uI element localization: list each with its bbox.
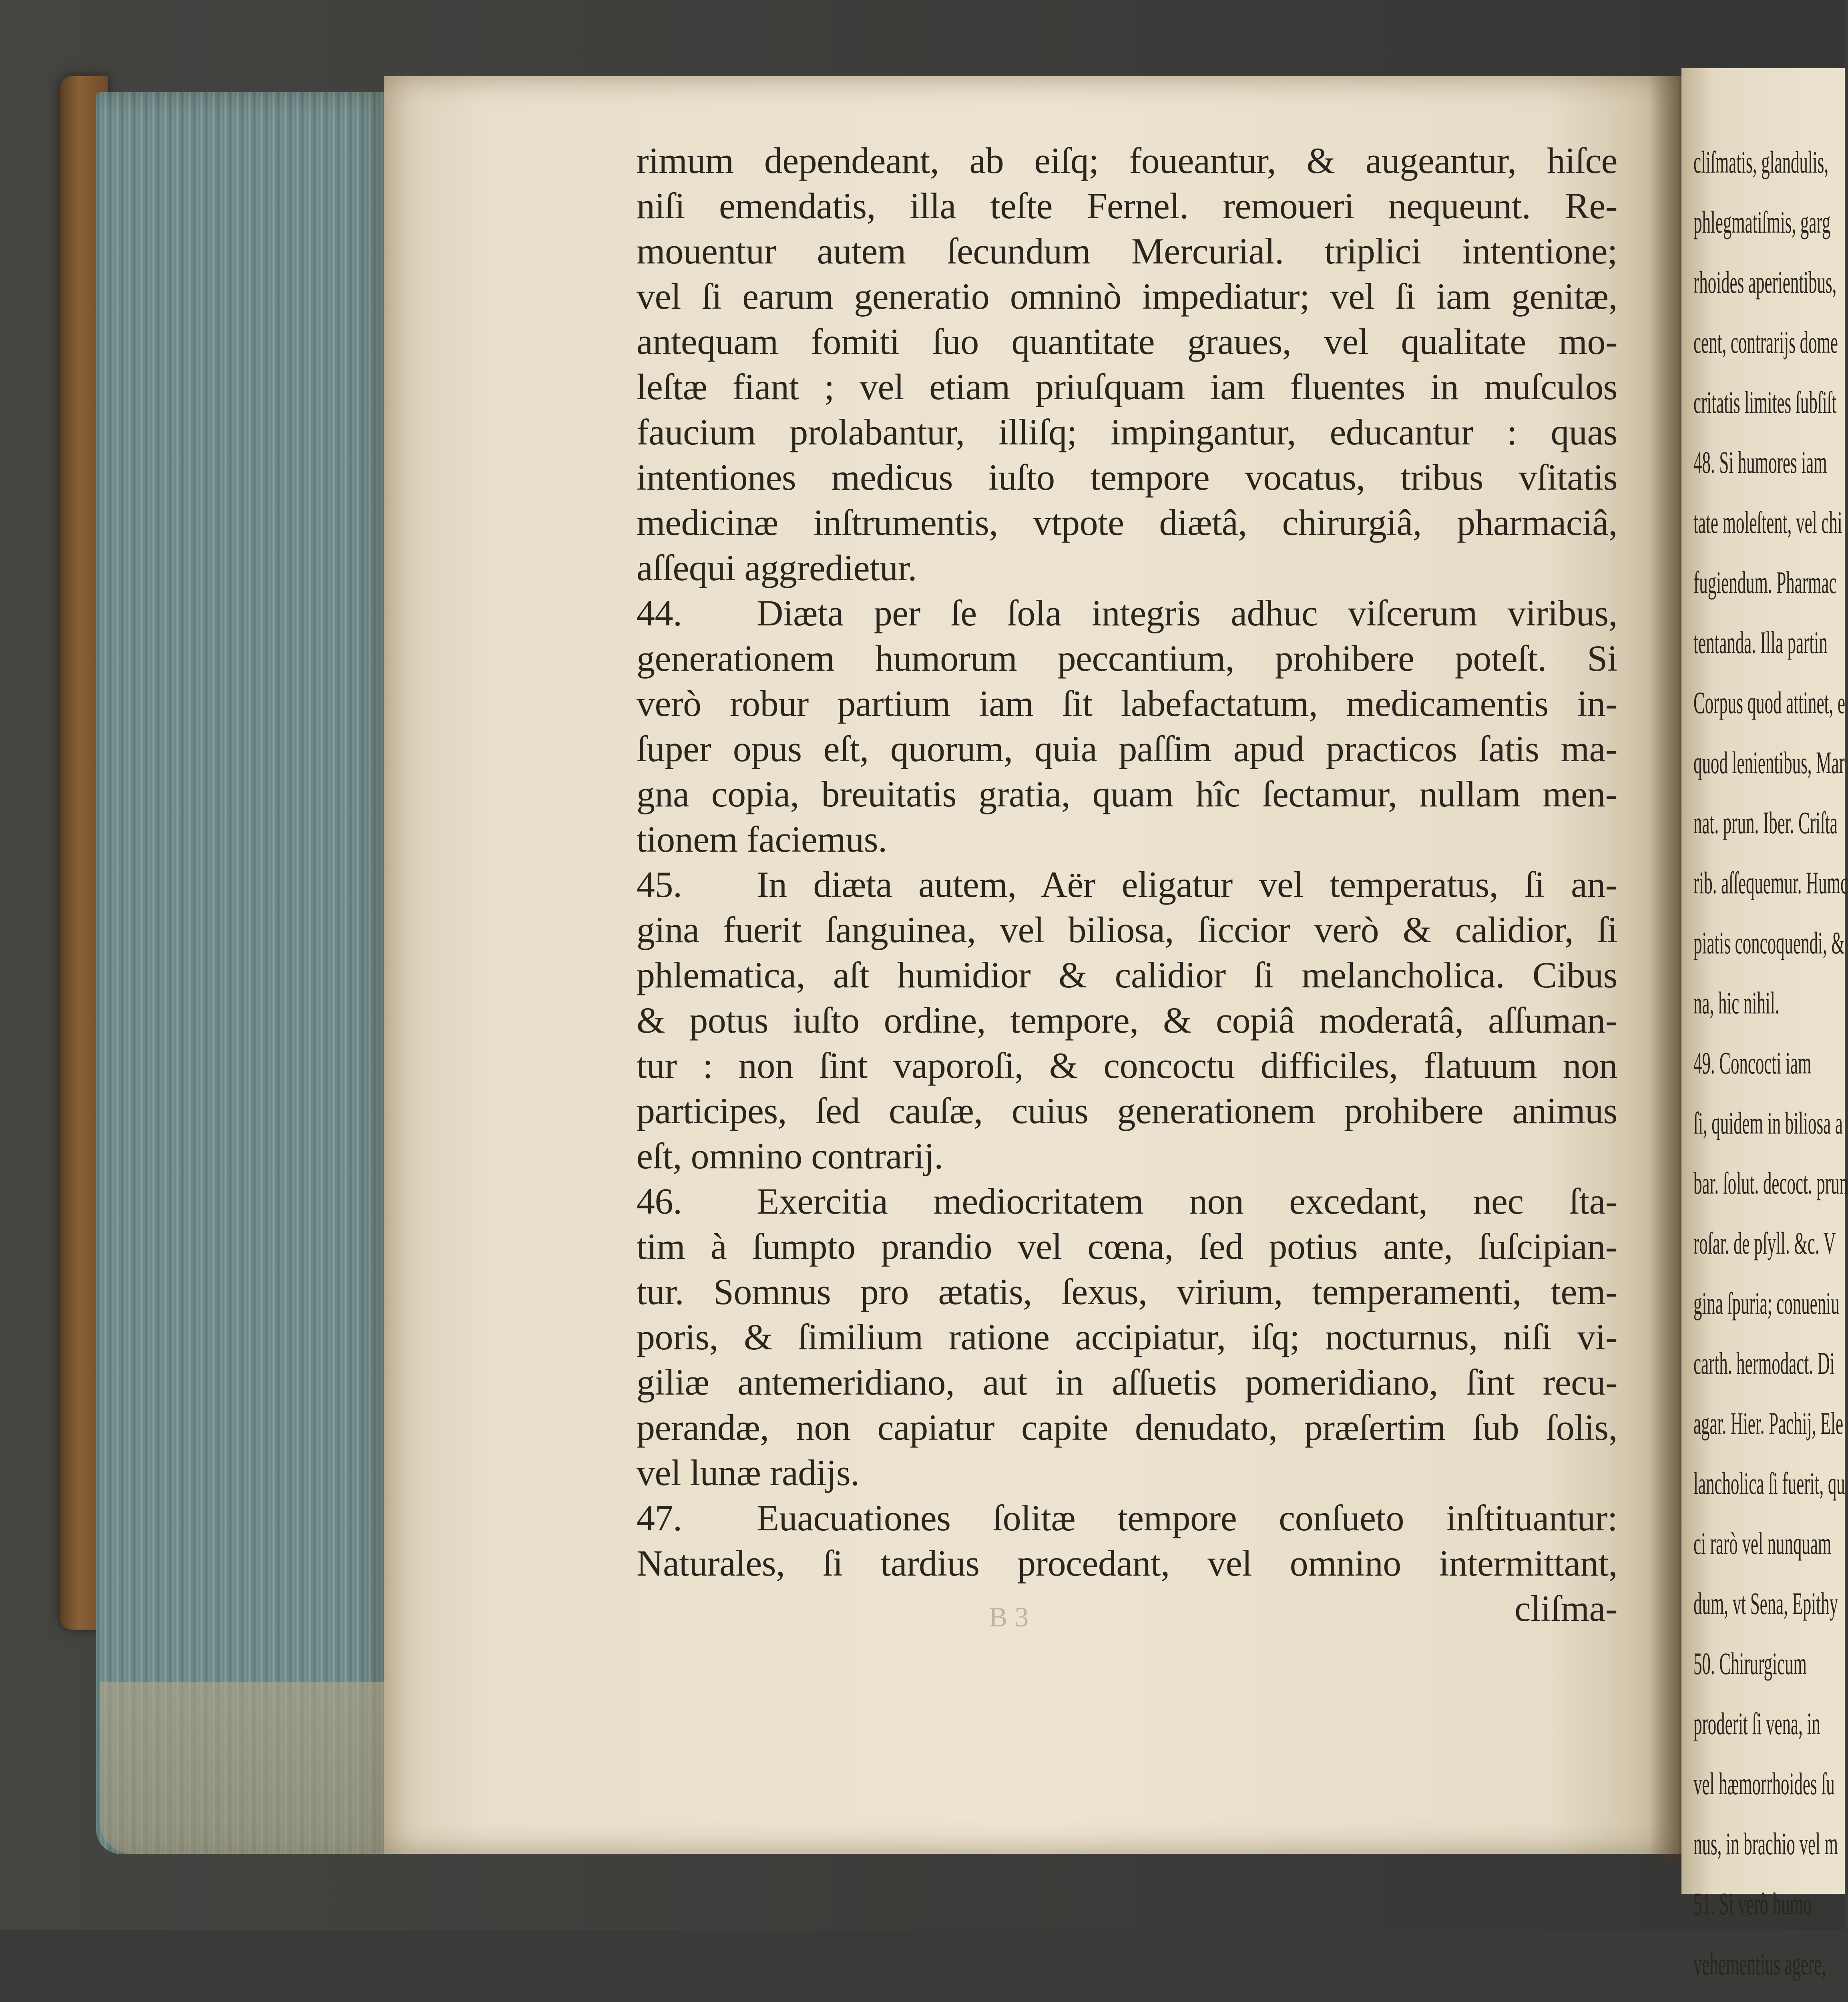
paragraph-number: 47. [637,1497,682,1538]
facing-page-line: vehementius agere, [1693,1946,1826,1981]
text-line: mouentur autem ſecundum Mercurial. triplici intentione; [637,231,1617,271]
text-line [637,862,1617,907]
facing-page-line: rib. aſſequemur. Humc [1693,865,1848,900]
catchword: cliſma- [1514,1588,1617,1629]
text-line: tur. Somnus pro ætatis, ſexus, virium, temperamenti, tem- [637,1271,1617,1312]
text-line-content: Exercitia mediocritatem non excedant, nec ſta- [757,1181,1617,1222]
paragraph-45 [637,862,1617,1179]
text-line: poris, & ſimilium ratione accipiatur, iſq; nocturnus, niſi vi- [637,1317,1617,1357]
facing-page-line: roſar. de pſyll. &c. V [1693,1226,1836,1260]
facing-page [1681,68,1848,1981]
text-line: participes, ſed cauſæ, cuius generationem prohibere animus [637,1090,1617,1131]
text-line [637,1179,1617,1224]
paragraph-47 [637,1495,1617,1631]
facing-page-line: na, hic nihil. [1693,985,1780,1020]
facing-page-line: 50. Chirurgicum [1693,1646,1807,1681]
facing-page-line: cent, contrarijs dome [1693,325,1838,360]
paragraph-number: 44. [637,593,682,633]
facing-page-text [1693,132,1848,2002]
facing-page-line: 49. Concocti iam [1693,1045,1812,1080]
signature-mark: B 3 [989,1602,1029,1633]
text-line: faucium prolabantur, illiſq; impingantur, educantur : quas [637,412,1617,452]
facing-page-line [1693,1994,1848,2002]
text-line: verò robur partium iam ſit labefactatum, medicamentis in- [637,683,1617,724]
text-line: eſt, omnino contrarij. [637,1136,943,1176]
facing-page-line: rhoides aperientibus, [1693,265,1837,299]
text-line-content: Euacuationes ſolitæ tempore conſueto inſtituantur: [757,1497,1617,1538]
text-line: perandæ, non capiatur capite denudato, præſertim ſub ſolis, [637,1407,1617,1448]
facing-page-line: bar. ſolut. decoct. prun [1693,1166,1848,1200]
text-line: aſſequi aggredietur. [637,547,917,588]
facing-page-line: carth. hermodact. Di [1693,1346,1835,1381]
facing-page-line: ſi, quidem in biliosa a [1693,1106,1843,1140]
text-line [637,1495,1617,1541]
paragraph-43-continuation [637,138,1617,591]
facing-page-line: gina ſpuria; conueniu [1693,1286,1840,1321]
paragraph-number: 46. [637,1181,682,1222]
facing-page-line: phlegmatiſmis, garg [1693,205,1831,239]
facing-page-line: agar. Hier. Pachij, Ele [1693,1406,1844,1441]
facing-page-line: dum, vt Sena, Epithy [1693,1586,1838,1621]
facing-page-line: tate moleſtent, vel chi [1693,505,1842,540]
facing-page-line: nat. prun. Iber. Criſta [1693,805,1838,840]
facing-page-line: quod lenientibus, Mar [1693,745,1845,780]
text-line: & potus iuſto ordine, tempore, & copiâ moderatâ, aſſuman- [637,1000,1617,1041]
gutter-shadow [1649,76,1685,1862]
facing-page-line: nus, in brachio vel m [1693,1826,1838,1861]
text-line-content: In diæta autem, Aër eligatur vel temperatus, ſi an- [757,864,1617,905]
facing-page-line: 48. Si humores iam [1693,445,1827,480]
facing-page-line: lancholica ſi fuerit, qu [1693,1466,1845,1501]
text-line: leſtæ fiant ; vel etiam priuſquam iam fluentes in muſculos [637,366,1617,407]
text-line [637,591,1617,636]
text-line: tur : non ſint vaporoſi, & concoctu difficiles, flatuum non [637,1045,1617,1086]
page-edges-stack [96,92,392,1854]
paragraph-44 [637,591,1617,862]
text-line: tionem faciemus. [637,819,887,860]
text-line: Naturales, ſi tardius procedant, vel omnino intermittant, [637,1543,1617,1584]
facing-page-line: ci rarò vel nunquam [1693,1526,1832,1561]
text-line: vel ſi earum generatio omninò impediatur; vel ſi iam genitæ, [637,276,1617,317]
facing-page-line: vel hæmorrhoides ſu [1693,1766,1835,1801]
text-line: ſuper opus eſt, quorum, quia paſſim apud practicos ſatis ma- [637,728,1617,769]
paragraph-number: 45. [637,864,682,905]
text-line: vel lunæ radijs. [637,1452,860,1493]
text-line: tim à ſumpto prandio vel cœna, ſed potius ante, ſuſcipian- [637,1226,1617,1267]
text-line-content: Diæta per ſe ſola integris adhuc viſcerum viribus, [757,593,1617,633]
facing-page-line: critatis limites ſubſiſt [1693,385,1837,420]
facing-page-line: Corpus quod attinet, e [1693,685,1845,720]
text-line: giliæ antemeridiano, aut in aſſuetis pomeridiano, ſint recu- [637,1362,1617,1403]
facing-page-line: cliſmatis, glandulis, [1693,145,1829,179]
page-edges-bottom [100,1682,404,1854]
text-line: rimum dependeant, ab eiſq; foueantur, & augeantur, hiſce [637,140,1617,181]
text-line: niſi emendatis, illa teſte Fernel. remoueri nequeunt. Re- [637,185,1617,226]
text-line: phlematica, aſt humidior & calidior ſi melancholica. Cibus [637,955,1617,995]
text-line: intentiones medicus iuſto tempore vocatus, tribus vſitatis [637,457,1617,498]
text-line: medicinæ inſtrumentis, vtpote diætâ, chirurgiâ, pharmaciâ, [637,502,1617,543]
facing-page-line: 51. Si verò humo [1693,1886,1812,1921]
text-line: gna copia, breuitatis gratia, quam hîc ſectamur, nullam men- [637,774,1617,814]
text-line: gina fuerit ſanguinea, vel biliosa, ſiccior verò & calidior, ſi [637,909,1617,950]
text-line: antequam fomiti ſuo quantitate graues, vel qualitate mo- [637,321,1617,362]
facing-page-line: proderit ſi vena, in [1693,1706,1820,1741]
paragraph-46 [637,1179,1617,1495]
text-line: generationem humorum peccantium, prohibere poteſt. Si [637,638,1617,679]
main-text-block [637,138,1617,1631]
facing-page-line: fugiendum. Pharmac [1693,565,1837,600]
facing-page-line: tentanda. Illa partin [1693,625,1828,660]
facing-page-line: piatis concoquendi, & [1693,925,1845,960]
